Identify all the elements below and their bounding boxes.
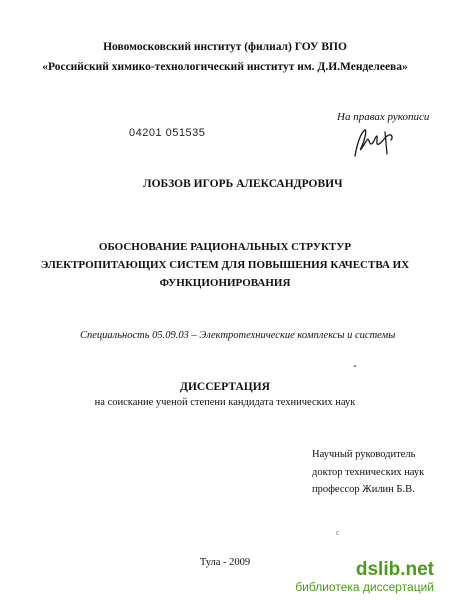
manuscript-rights-label: На правах рукописи [337,111,430,123]
city-year: Тула - 2009 [199,557,251,568]
watermark-sub: библиотека диссертаций [295,580,434,594]
title-line-1: ОБОСНОВАНИЕ РАЦИОНАЛЬНЫХ СТРУКТУР [98,241,352,253]
document-type: ДИССЕРТАЦИЯ [180,381,270,393]
specialty-line: Специальность 05.09.03 – Электротехнические комплексы и системы [80,330,396,341]
scan-speck [354,365,356,367]
institute-line-2: «Российский химико-технологический институт им. Д.И.Менделеева» [42,61,408,73]
registration-number: 04201 051535 [129,127,206,139]
stray-mark: с [336,528,340,537]
dslib-watermark-logo [295,560,434,594]
scientific-advisor [312,446,424,499]
advisor-name: профессор Жилин Б.В. [312,484,415,495]
advisor-degree: доктор технических наук [312,466,425,478]
institute-line-1: Новомосковский институт (филиал) ГОУ ВПО [103,41,347,53]
title-line-3: ФУНКЦИОНИРОВАНИЯ [159,277,291,289]
watermark-main: dslib.net [355,559,434,580]
author-name: ЛОБЗОВ ИГОРЬ АЛЕКСАНДРОВИЧ [143,178,343,190]
advisor-role: Научный руководитель [312,449,416,460]
title-line-2: ЭЛЕКТРОПИТАЮЩИХ СИСТЕМ ДЛЯ ПОВЫШЕНИЯ КАЧЕСТВА ИХ [40,259,410,271]
dissertation-title [0,238,450,292]
degree-subtitle: на соискание ученой степени кандидата технических наук [94,397,356,408]
handwritten-signature [347,126,399,160]
